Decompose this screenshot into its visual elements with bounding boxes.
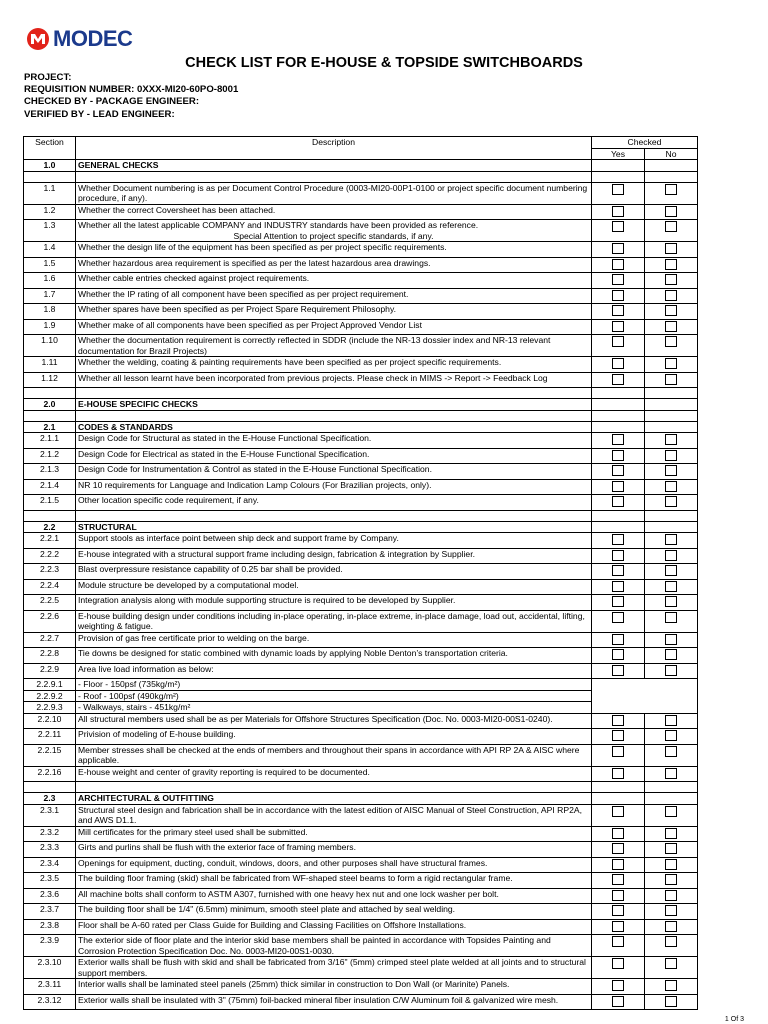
yes-checkbox[interactable]	[612, 649, 624, 660]
no-checkbox[interactable]	[665, 534, 677, 545]
table-row: 2.3.6 All machine bolts shall conform to ASTM A307, furnished with one heavy hex nut and one lock washer per bolt.	[24, 888, 698, 904]
no-checkbox[interactable]	[665, 481, 677, 492]
no-checkbox[interactable]	[665, 768, 677, 779]
no-checkbox[interactable]	[665, 730, 677, 741]
yes-checkbox[interactable]	[612, 465, 624, 476]
table-row: 2.2.9 Area live load information as below:	[24, 663, 698, 679]
yes-checkbox[interactable]	[612, 859, 624, 870]
no-checkbox[interactable]	[665, 336, 677, 347]
yes-checkbox[interactable]	[612, 596, 624, 607]
checked-by: CHECKED BY - PACKAGE ENGINEER:	[24, 96, 200, 108]
no-checkbox[interactable]	[665, 581, 677, 592]
yes-checkbox[interactable]	[612, 221, 624, 232]
table-row: 2.1.2 Design Code for Electrical as stated in the E-House Functional Specification.	[24, 448, 698, 464]
section-row: 2.2 STRUCTURAL	[24, 521, 698, 533]
no-checkbox[interactable]	[665, 565, 677, 576]
table-row: 2.2.4 Module structure be developed by a computational model.	[24, 579, 698, 595]
yes-checkbox[interactable]	[612, 730, 624, 741]
verified-by: VERIFIED BY - LEAD ENGINEER:	[24, 108, 175, 120]
table-row: 2.2.5 Integration analysis along with module supporting structure is required to be developed by Supplier.	[24, 595, 698, 611]
requisition-number: REQUISITION NUMBER: 0XXX-MI20-60PO-8001	[24, 84, 239, 96]
section-row: 2.3 ARCHITECTURAL & OUTFITTING	[24, 793, 698, 805]
yes-checkbox[interactable]	[612, 874, 624, 885]
yes-checkbox[interactable]	[612, 581, 624, 592]
no-checkbox[interactable]	[665, 936, 677, 947]
page-number: 1 Of 3	[724, 1016, 744, 1023]
table-row: 2.2.3 Blast overpressure resistance capability of 0.25 bar shall be provided.	[24, 564, 698, 580]
no-checkbox[interactable]	[665, 184, 677, 195]
table-row: 2.1.5 Other location specific code requirement, if any.	[24, 495, 698, 511]
yes-checkbox[interactable]	[612, 305, 624, 316]
header-yes: Yes	[592, 148, 645, 160]
yes-checkbox[interactable]	[612, 634, 624, 645]
yes-checkbox[interactable]	[612, 890, 624, 901]
no-checkbox[interactable]	[665, 980, 677, 991]
document-meta	[24, 72, 238, 121]
table-row: 2.2.10 All structural members used shall be as per Materials for Offshore Structures Specification (Doc. No. 0003-MI20-00S1-0240).	[24, 713, 698, 729]
no-checkbox[interactable]	[665, 596, 677, 607]
yes-checkbox[interactable]	[612, 715, 624, 726]
table-row: 2.3.8 Floor shall be A-60 rated per Class Guide for Building and Classing Facilities on Offshore Installations.	[24, 919, 698, 935]
no-checkbox[interactable]	[665, 715, 677, 726]
table-row: 2.2.6 E-house building design under conditions including in-place operating, in-place extreme, in-place damage, load out, accidental, lifting, weighting & fatigue.	[24, 610, 698, 632]
no-checkbox[interactable]	[665, 905, 677, 916]
table-row: 2.2.8 Tie downs be designed for static combined with dynamic loads by applying Noble Denton’s transportation criteria.	[24, 648, 698, 664]
modec-logo-icon	[26, 27, 50, 51]
yes-checkbox[interactable]	[612, 336, 624, 347]
no-checkbox[interactable]	[665, 206, 677, 217]
table-row: 1.4 Whether the design life of the equipment has been specified as per project specific requirements.	[24, 242, 698, 258]
no-checkbox[interactable]	[665, 434, 677, 445]
yes-checkbox[interactable]	[612, 290, 624, 301]
yes-checkbox[interactable]	[612, 958, 624, 969]
yes-checkbox[interactable]	[612, 374, 624, 385]
yes-checkbox[interactable]	[612, 450, 624, 461]
no-checkbox[interactable]	[665, 996, 677, 1007]
section-row: 1.0 GENERAL CHECKS	[24, 160, 698, 172]
table-row: 2.3.9 The exterior side of floor plate and the interior skid base members shall be painted in accordance with Topsides Painting and Corrosion Protection Specification Doc. No. 0003-MI20-00S1-0030.	[24, 935, 698, 957]
table-row: 2.1.4 NR 10 requirements for Language and Indication Lamp Colours (For Brazilian projects, only).	[24, 479, 698, 495]
no-checkbox[interactable]	[665, 958, 677, 969]
table-row: 2.3.12 Exterior walls shall be insulated with 3" (75mm) foil-backed mineral fiber insulation C/W Aluminum foil & galvanized wire mesh.	[24, 994, 698, 1010]
no-checkbox[interactable]	[665, 890, 677, 901]
table-row: 1.9 Whether make of all components have been specified as per Project Approved Vendor List	[24, 319, 698, 335]
yes-checkbox[interactable]	[612, 665, 624, 676]
table-row: 1.1 Whether Document numbering is as per Document Control Procedure (0003-MI20-00P1-0100 or project specific document numbering procedure, if any).	[24, 182, 698, 204]
table-row: 2.3.5 The building floor framing (skid) shall be fabricated from WF-shaped steel beams to form a rigid rectangular frame.	[24, 873, 698, 889]
table-row: 2.3.1 Structural steel design and fabrication shall be in accordance with the latest edition of AISC Manual of Steel Construction, API RP2A, and AWS D1.1.	[24, 804, 698, 826]
table-row: 2.3.4 Openings for equipment, ducting, conduit, windows, doors, and other purposes shall have structural frames.	[24, 857, 698, 873]
table-row: 2.3.3 Girts and purlins shall be flush with the exterior face of framing members.	[24, 842, 698, 858]
table-row: 1.8 Whether spares have been specified as per Project Spare Requirement Philosophy.	[24, 304, 698, 320]
table-row: 1.5 Whether hazardous area requirement is specified as per the latest hazardous area drawings.	[24, 257, 698, 273]
yes-checkbox[interactable]	[612, 534, 624, 545]
yes-checkbox[interactable]	[612, 921, 624, 932]
no-checkbox[interactable]	[665, 874, 677, 885]
yes-checkbox[interactable]	[612, 905, 624, 916]
checklist-table	[23, 136, 698, 1010]
table-row: 2.1.1 Design Code for Structural as stated in the E-House Functional Specification.	[24, 433, 698, 449]
table-row: 1.7 Whether the IP rating of all component have been specified as per project requirement.	[24, 288, 698, 304]
yes-checkbox[interactable]	[612, 806, 624, 817]
table-row: 1.10 Whether the documentation requirement is correctly reflected in SDDR (include the NR-13 dossier index and NR-13 relevant documentation for Brazil Projects)	[24, 335, 698, 357]
header-section: Section	[24, 137, 76, 160]
no-checkbox[interactable]	[665, 243, 677, 254]
table-row: 2.2.15 Member stresses shall be checked at the ends of members and throughout their spans in accordance with API RP 2A & AISC where applicable.	[24, 744, 698, 766]
yes-checkbox[interactable]	[612, 996, 624, 1007]
table-row: 2.2.2 E-house integrated with a structural support frame including design, fabrication & integration by Supplier.	[24, 548, 698, 564]
yes-checkbox[interactable]	[612, 358, 624, 369]
no-checkbox[interactable]	[665, 649, 677, 660]
no-checkbox[interactable]	[665, 374, 677, 385]
table-row: 2.2.11 Privision of modeling of E-house building.	[24, 729, 698, 745]
yes-checkbox[interactable]	[612, 843, 624, 854]
table-row: 2.3.10 Exterior walls shall be flush with skid and shall be fabricated from 3/16" (5mm) crimped steel plate welded at all joints and to structural support members.	[24, 957, 698, 979]
project-label: PROJECT:	[24, 72, 72, 83]
yes-checkbox[interactable]	[612, 206, 624, 217]
document-title: CHECK LIST FOR E-HOUSE & TOPSIDE SWITCHBOARDS	[185, 55, 583, 71]
yes-checkbox[interactable]	[612, 259, 624, 270]
brand-name: MODEC	[53, 26, 133, 51]
table-row: 2.2.1 Support stools as interface point between ship deck and support frame by Company.	[24, 533, 698, 549]
yes-checkbox[interactable]	[612, 612, 624, 623]
yes-checkbox[interactable]	[612, 936, 624, 947]
special-attention-note: Special Attention to project specific standards, if any.	[233, 230, 434, 241]
yes-checkbox[interactable]	[612, 434, 624, 445]
table-row: 1.2 Whether the correct Coversheet has been attached.	[24, 204, 698, 220]
yes-checkbox[interactable]	[612, 828, 624, 839]
no-checkbox[interactable]	[665, 828, 677, 839]
no-checkbox[interactable]	[665, 221, 677, 232]
yes-checkbox[interactable]	[612, 746, 624, 757]
yes-checkbox[interactable]	[612, 980, 624, 991]
yes-checkbox[interactable]	[612, 496, 624, 507]
no-checkbox[interactable]	[665, 259, 677, 270]
no-checkbox[interactable]	[665, 806, 677, 817]
yes-checkbox[interactable]	[612, 184, 624, 195]
yes-checkbox[interactable]	[612, 565, 624, 576]
no-checkbox[interactable]	[665, 305, 677, 316]
section-row: 2.1 CODES & STANDARDS	[24, 421, 698, 433]
header-checked: Checked	[592, 137, 698, 149]
no-checkbox[interactable]	[665, 290, 677, 301]
section-row: 2.0 E-HOUSE SPECIFIC CHECKS	[24, 399, 698, 411]
no-checkbox[interactable]	[665, 746, 677, 757]
no-checkbox[interactable]	[665, 274, 677, 285]
no-checkbox[interactable]	[665, 921, 677, 932]
header-no: No	[645, 148, 698, 160]
yes-checkbox[interactable]	[612, 550, 624, 561]
no-checkbox[interactable]	[665, 450, 677, 461]
table-row: 2.3.2 Mill certificates for the primary steel used shall be submitted.	[24, 826, 698, 842]
table-row: 2.1.3 Design Code for Instrumentation & Control as stated in the E-House Functional Specification.	[24, 464, 698, 480]
table-row: 1.12 Whether all lesson learnt have been incorporated from previous projects. Please check in MIMS -> Report -> Feedback Log	[24, 372, 698, 388]
no-checkbox[interactable]	[665, 665, 677, 676]
yes-checkbox[interactable]	[612, 321, 624, 332]
yes-checkbox[interactable]	[612, 768, 624, 779]
table-row: 2.2.16 E-house weight and center of gravity reporting is required to be documented.	[24, 766, 698, 782]
yes-checkbox[interactable]	[612, 481, 624, 492]
yes-checkbox[interactable]	[612, 243, 624, 254]
table-row: 2.2.9.3 - Walkways, stairs - 451kg/m²	[24, 702, 698, 714]
table-row: 2.3.11 Interior walls shall be laminated steel panels (25mm) thick similar in construction to Don Wall (or Marinite) Panels.	[24, 979, 698, 995]
no-checkbox[interactable]	[665, 859, 677, 870]
modec-logo	[26, 24, 132, 54]
yes-checkbox[interactable]	[612, 274, 624, 285]
no-checkbox[interactable]	[665, 634, 677, 645]
no-checkbox[interactable]	[665, 550, 677, 561]
no-checkbox[interactable]	[665, 612, 677, 623]
table-row: 2.2.9.2 - Roof - 100psf (490kg/m²)	[24, 690, 698, 702]
no-checkbox[interactable]	[665, 496, 677, 507]
table-row: 2.2.7 Provision of gas free certificate prior to welding on the barge.	[24, 632, 698, 648]
table-row: 1.3 Whether all the latest applicable COMPANY and INDUSTRY standards have been provided as reference. Special Attention to project specific standards, if any.	[24, 220, 698, 242]
table-row: 2.2.9.1 - Floor - 150psf (735kg/m²)	[24, 679, 698, 691]
table-row: 2.3.7 The building floor shall be 1/4" (6.5mm) minimum, smooth steel plate and attached by seal welding.	[24, 904, 698, 920]
no-checkbox[interactable]	[665, 321, 677, 332]
table-row: 1.6 Whether cable entries checked against project requirements.	[24, 273, 698, 289]
no-checkbox[interactable]	[665, 465, 677, 476]
table-row: 1.11 Whether the welding, coating & painting requirements have been specified as per project specific requirements.	[24, 357, 698, 373]
no-checkbox[interactable]	[665, 843, 677, 854]
header-description: Description	[76, 137, 592, 160]
no-checkbox[interactable]	[665, 358, 677, 369]
